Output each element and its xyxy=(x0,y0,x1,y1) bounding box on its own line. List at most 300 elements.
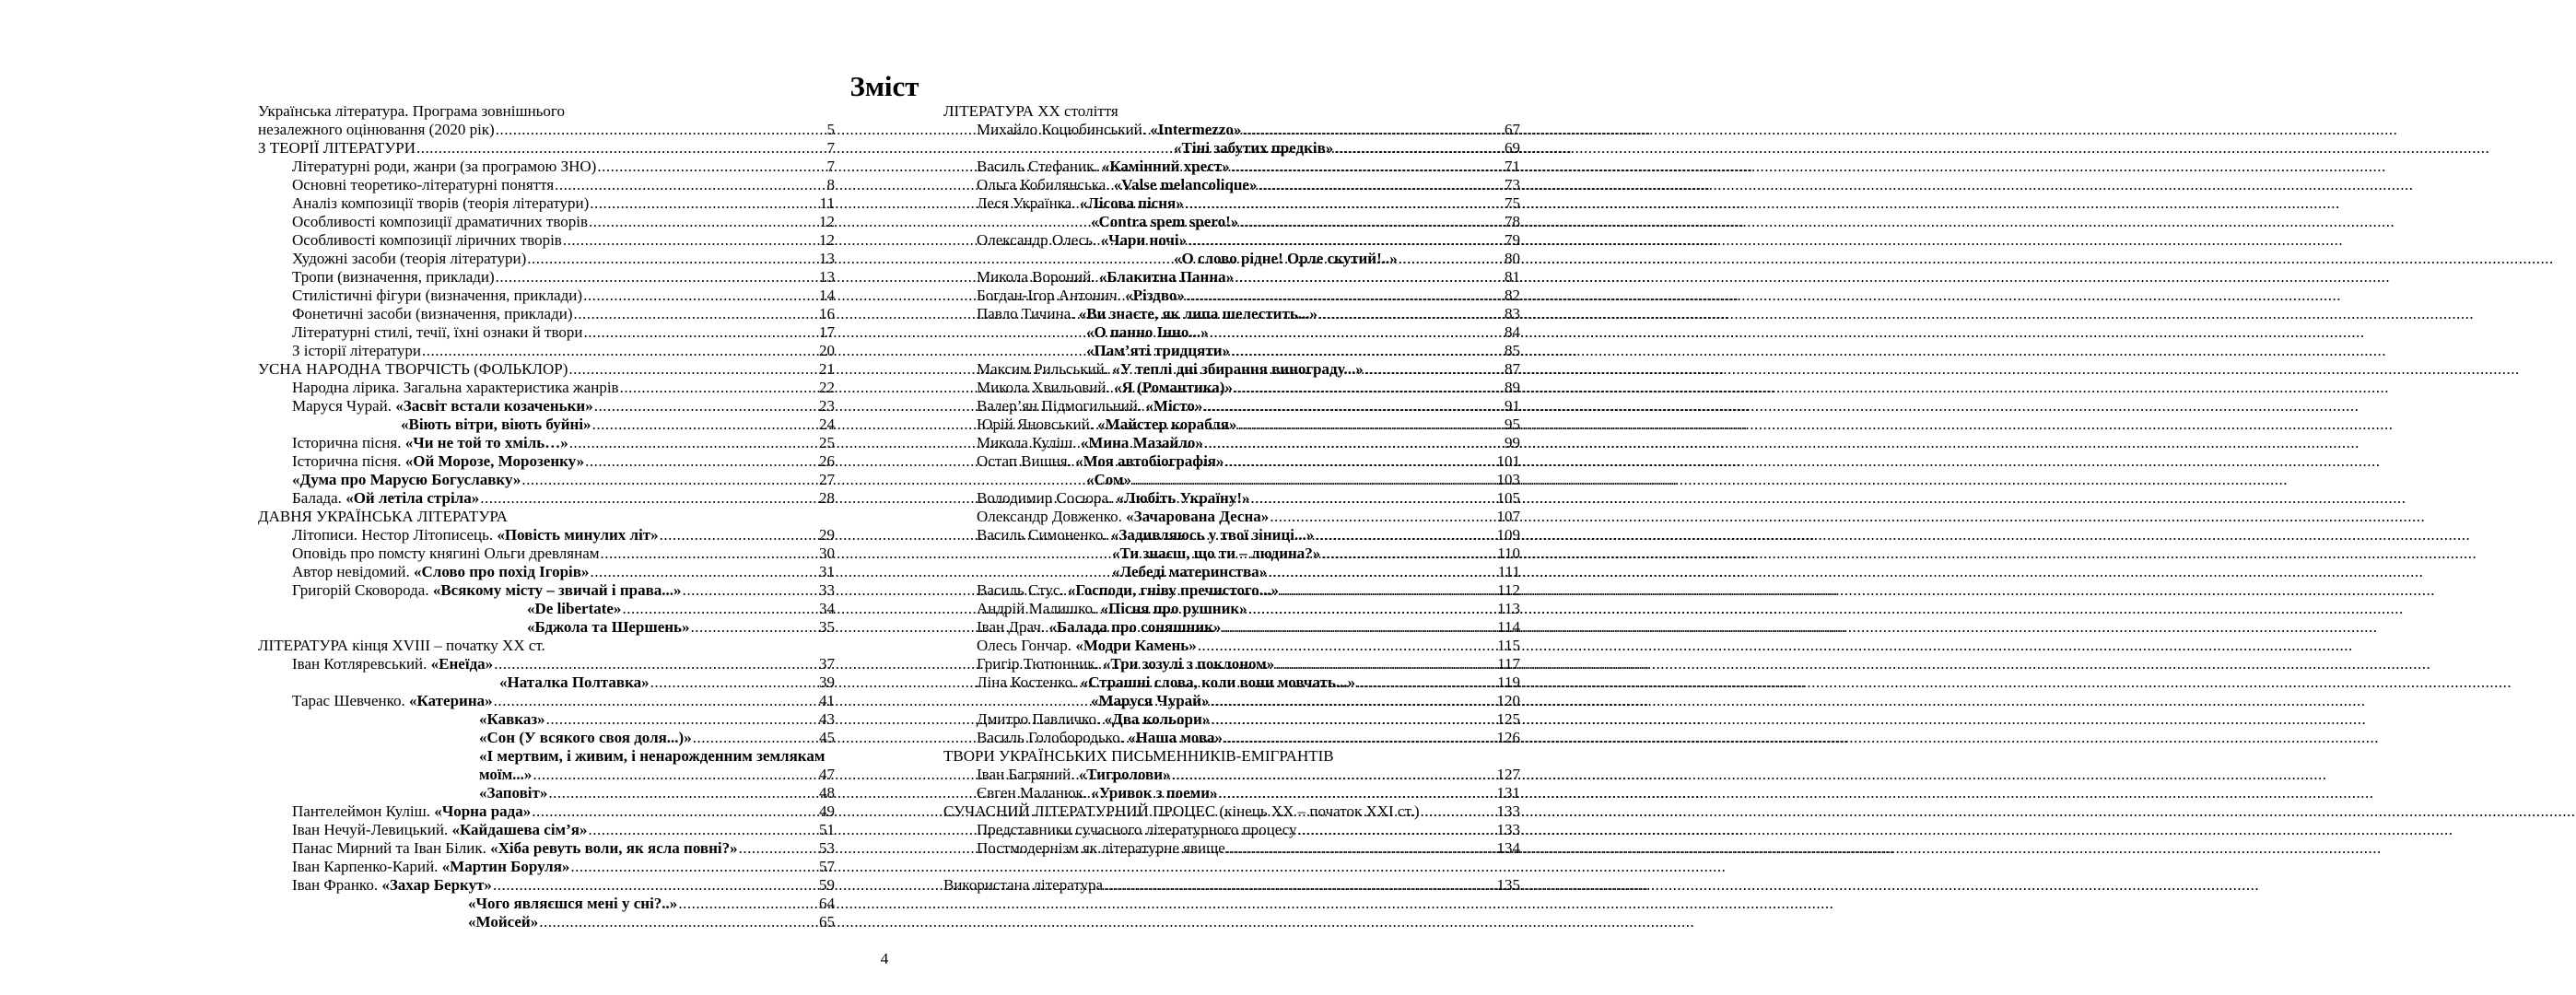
toc-entry-title xyxy=(977,489,1250,508)
toc-entry xyxy=(258,526,835,544)
toc-entry-work-title: «Я (Романтика)» xyxy=(1114,379,1233,396)
toc-entry-title xyxy=(977,158,1230,176)
toc-dot-leader xyxy=(546,710,818,729)
toc-dot-leader xyxy=(532,802,818,821)
toc-entry-title xyxy=(977,268,1234,287)
toc-entry-title xyxy=(977,655,1274,673)
toc-entry-work-title: «Бджола та Шершень» xyxy=(527,618,690,636)
toc-entry-title xyxy=(977,194,1184,213)
toc-entry xyxy=(258,489,835,508)
toc-entry xyxy=(258,563,835,581)
toc-entry-text: Василь Стефаник. xyxy=(977,158,1102,175)
toc-entry-page: 80 xyxy=(1505,250,1520,267)
toc-column-left xyxy=(258,102,835,931)
toc-entry-text: ДАВНЯ УКРАЇНСЬКА ЛІТЕРАТУРА xyxy=(258,508,508,525)
toc-entry xyxy=(943,489,1520,508)
toc-entry-title xyxy=(1112,563,1267,581)
toc-entry-work-title: «Ой Морозе, Морозенку» xyxy=(404,452,585,470)
toc-entry-text: Особливості композиції ліричних творів xyxy=(292,231,562,249)
toc-entry-title xyxy=(292,839,738,858)
toc-entry-text: Григір Тютюнник. xyxy=(977,655,1103,673)
toc-entry-page: 57 xyxy=(819,858,835,875)
toc-entry-title xyxy=(977,729,1223,747)
toc-entry-page: 111 xyxy=(1497,563,1520,580)
toc-entry-work-title: «Кайдашева сім’я» xyxy=(451,821,588,838)
toc-entry-text: Іван Котляревський. xyxy=(292,655,431,673)
toc-entry-work-title: «De libertate» xyxy=(527,600,622,617)
toc-entry xyxy=(258,784,835,802)
toc-entry-title xyxy=(292,526,659,544)
toc-entry xyxy=(258,876,835,895)
toc-dot-leader xyxy=(1104,876,1495,895)
toc-entry-page: 115 xyxy=(1497,637,1520,654)
toc-entry-work-title: «Енеїда» xyxy=(430,655,494,673)
toc-entry-title xyxy=(977,618,1221,637)
toc-dot-leader xyxy=(1248,600,1496,618)
toc-entry-page: 12 xyxy=(819,231,835,249)
toc-entry-text: Микола Вороний. xyxy=(977,268,1099,286)
toc-entry-work-title: «Тигролови» xyxy=(1078,766,1171,783)
toc-entry-text: Тарас Шевченко. xyxy=(292,692,410,709)
toc-entry xyxy=(258,176,835,194)
toc-entry-page: 84 xyxy=(1505,323,1520,341)
toc-entry-work-title: «Місто» xyxy=(1145,397,1203,415)
toc-entry xyxy=(943,637,1520,655)
toc-entry xyxy=(943,213,1520,231)
toc-entry-text: Григорій Сковорода. xyxy=(292,581,433,599)
toc-dot-leader xyxy=(570,858,818,876)
toc-entry-text: Максим Рильський. xyxy=(977,360,1113,378)
toc-entry-page: 17 xyxy=(819,323,835,341)
toc-dot-leader xyxy=(1270,508,1495,526)
toc-entry xyxy=(943,839,1520,858)
toc-entry xyxy=(943,102,1520,121)
toc-dot-leader xyxy=(496,268,818,287)
toc-dot-leader xyxy=(569,434,818,452)
toc-dot-leader xyxy=(1280,581,1496,600)
toc-entry xyxy=(943,508,1520,526)
toc-entry-page: 101 xyxy=(1496,452,1520,470)
toc-entry xyxy=(943,876,1520,895)
toc-dot-leader xyxy=(1364,360,1504,379)
toc-entry-title xyxy=(977,766,1171,784)
toc-entry-work-title: «Маруся Чурай» xyxy=(1091,692,1210,709)
toc-entry-page: 134 xyxy=(1496,839,1520,857)
toc-entry-title xyxy=(292,876,492,895)
toc-entry xyxy=(943,121,1520,139)
toc-entry-page: 133 xyxy=(1496,821,1520,838)
toc-entry-page: 24 xyxy=(819,416,835,433)
toc-entry-title xyxy=(977,821,1297,839)
toc-entry-title xyxy=(1086,323,1209,342)
toc-dot-leader xyxy=(1222,618,1496,637)
toc-entry-page: 12 xyxy=(819,213,835,230)
toc-entry-text: Олександр Довженко. xyxy=(977,508,1127,525)
toc-entry xyxy=(943,194,1520,213)
toc-entry-page: 99 xyxy=(1505,434,1520,451)
toc-entry xyxy=(258,895,835,913)
toc-entry-text: Микола Куліш. xyxy=(977,434,1081,451)
toc-entry xyxy=(943,287,1520,305)
toc-entry-work-title: «Слово про похід Ігорів» xyxy=(414,563,590,580)
toc-entry-page: 27 xyxy=(819,471,835,488)
toc-entry-text: З ТЕОРІЇ ЛІТЕРАТУРИ xyxy=(258,139,416,157)
toc-entry-page: 64 xyxy=(819,895,835,912)
toc-entry xyxy=(258,729,835,747)
toc-dot-leader xyxy=(574,305,819,323)
toc-dot-leader xyxy=(660,526,818,544)
toc-dot-leader xyxy=(1242,121,1504,139)
toc-dot-leader xyxy=(539,913,818,931)
toc-entry-page: 89 xyxy=(1505,379,1520,396)
toc-entry-page: 23 xyxy=(819,397,835,415)
toc-entry-title xyxy=(977,176,1257,194)
toc-entry-title xyxy=(1174,139,1333,158)
toc-entry-title xyxy=(479,747,825,765)
toc-entry-title xyxy=(401,416,591,434)
toc-entry-title xyxy=(292,489,479,508)
toc-entry-text: Михайло Коцюбинський. xyxy=(977,121,1151,138)
toc-entry-page: 13 xyxy=(819,268,835,286)
toc-entry-work-title: «У теплі дні збирання винограду...» xyxy=(1112,360,1364,378)
toc-entry-work-title: «Заповіт» xyxy=(479,784,548,802)
toc-entry-title xyxy=(292,802,531,821)
toc-entry-page: 41 xyxy=(819,692,835,709)
toc-entry-work-title: «Захар Беркут» xyxy=(381,876,492,894)
toc-dot-leader xyxy=(1226,839,1496,858)
toc-entry-work-title: «Мойсей» xyxy=(468,913,539,931)
toc-entry-page: 67 xyxy=(1505,121,1520,138)
toc-entry-work-title: «Чого являєшся мені у сні?..» xyxy=(468,895,678,912)
toc-dot-leader xyxy=(1234,379,1504,397)
toc-entry-text: Богдан-Ігор Антонич. xyxy=(977,287,1126,304)
toc-entry xyxy=(258,858,835,876)
toc-entry-title xyxy=(292,231,562,250)
toc-entry-work-title: «Три зозулі з поклоном» xyxy=(1103,655,1275,673)
toc-entry-title xyxy=(1086,471,1131,489)
toc-entry xyxy=(258,416,835,434)
toc-entry xyxy=(943,766,1520,784)
toc-entry-text: незалежного оцінювання (2020 рік) xyxy=(258,121,495,138)
toc-dot-leader xyxy=(1219,784,1496,802)
toc-entry-title xyxy=(943,747,1334,765)
toc-entry-page: 131 xyxy=(1496,784,1520,802)
toc-entry-work-title: «Intermezzo» xyxy=(1150,121,1242,138)
toc-dot-leader xyxy=(585,452,818,471)
toc-entry-title xyxy=(977,379,1233,397)
toc-entry-title xyxy=(292,342,421,360)
toc-dot-leader xyxy=(678,895,818,913)
toc-entry xyxy=(258,747,835,766)
toc-dot-leader xyxy=(1198,637,1496,655)
toc-entry-work-title: «Різдво» xyxy=(1125,287,1185,304)
toc-entry xyxy=(258,102,835,121)
toc-entry-text: Андрій Малишко. xyxy=(977,600,1101,617)
toc-entry-title xyxy=(468,895,677,913)
toc-entry-work-title: «Чи не той то хміль…» xyxy=(404,434,568,451)
toc-dot-leader xyxy=(589,821,819,839)
toc-entry xyxy=(943,158,1520,176)
toc-entry-page: 73 xyxy=(1505,176,1520,193)
toc-entry xyxy=(943,360,1520,379)
toc-entry-text: Володимир Сосюра. xyxy=(977,489,1117,507)
toc-entry-title xyxy=(292,268,495,287)
toc-entry-page: 113 xyxy=(1497,600,1520,617)
toc-entry-page: 45 xyxy=(819,729,835,746)
toc-entry-page: 59 xyxy=(819,876,835,894)
toc-entry xyxy=(943,600,1520,618)
toc-entry-page: 11 xyxy=(819,194,835,212)
toc-entry-text: Літописи. Нестор Літописець. xyxy=(292,526,498,544)
toc-entry xyxy=(258,544,835,563)
toc-entry-page: 8 xyxy=(826,176,835,193)
toc-entry-page: 78 xyxy=(1505,213,1520,230)
toc-entry xyxy=(943,563,1520,581)
toc-entry-title xyxy=(943,876,1103,895)
toc-entry-page: 14 xyxy=(819,287,835,304)
toc-entry-text: Літературні стилі, течії, їхні ознаки й твори xyxy=(292,323,583,341)
toc-entry xyxy=(258,213,835,231)
toc-entry xyxy=(258,600,835,618)
toc-entry xyxy=(943,526,1520,544)
toc-entry-page: 126 xyxy=(1496,729,1520,746)
toc-entry-title xyxy=(977,581,1279,600)
toc-dot-leader xyxy=(493,876,818,895)
toc-dot-leader xyxy=(589,213,818,231)
toc-dot-leader xyxy=(594,397,818,416)
toc-entry-title xyxy=(292,692,493,710)
toc-entry-title xyxy=(1091,692,1209,710)
toc-entry-text: Маруся Чурай. xyxy=(292,397,396,415)
toc-entry-text: Ліна Костенко. xyxy=(977,673,1081,691)
toc-entry-page: 33 xyxy=(819,581,835,599)
toc-entry-page: 43 xyxy=(819,710,835,728)
toc-dot-leader xyxy=(533,766,818,784)
toc-entry-work-title: «Віють вітри, віють буйні» xyxy=(401,416,591,433)
toc-entry-page: 91 xyxy=(1505,397,1520,415)
toc-entry-work-title: «Contra spem spero!» xyxy=(1091,213,1239,230)
toc-entry-title xyxy=(468,913,538,931)
toc-dot-leader xyxy=(563,231,818,250)
toc-entry-page: 35 xyxy=(819,618,835,636)
toc-entry-title xyxy=(292,250,526,268)
toc-dot-leader xyxy=(1204,434,1504,452)
toc-entry-title xyxy=(977,360,1364,379)
toc-entry xyxy=(943,342,1520,360)
toc-dot-leader xyxy=(494,655,818,673)
toc-entry-text: Павло Тичина. xyxy=(977,305,1079,322)
toc-dot-leader xyxy=(422,342,818,360)
toc-entry-work-title: «Чари ночі» xyxy=(1100,231,1188,249)
toc-entry xyxy=(943,452,1520,471)
toc-entry-page: 81 xyxy=(1505,268,1520,286)
toc-entry-title xyxy=(977,526,1314,544)
toc-entry-text: Історична пісня. xyxy=(292,434,405,451)
toc-dot-leader xyxy=(1321,544,1496,563)
toc-entry-text: Олесь Гончар. xyxy=(977,637,1076,654)
toc-dot-leader xyxy=(1235,268,1504,287)
toc-entry xyxy=(258,397,835,416)
toc-entry xyxy=(258,692,835,710)
toc-dot-leader xyxy=(1238,416,1505,434)
toc-entry-page: 109 xyxy=(1496,526,1520,544)
toc-entry-page: 51 xyxy=(819,821,835,838)
toc-dot-leader xyxy=(592,416,818,434)
toc-entry-work-title: «О панно Інно...» xyxy=(1086,323,1209,341)
toc-entry-work-title: «Чорна рада» xyxy=(434,802,532,820)
toc-entry-text: Юрій Яновський. xyxy=(977,416,1098,433)
toc-entry xyxy=(258,637,835,655)
toc-entry-work-title: «Сом» xyxy=(1086,471,1132,488)
toc-entry-work-title: «Страшні слова, коли вони мовчать...» xyxy=(1080,673,1356,691)
toc-entry-text: ЛІТЕРАТУРА XX століття xyxy=(943,102,1118,120)
toc-entry xyxy=(943,268,1520,287)
toc-entry-work-title: «Катерина» xyxy=(409,692,493,709)
toc-entry-page: 7 xyxy=(826,139,835,157)
toc-entry-page: 133 xyxy=(1496,802,1520,820)
toc-entry xyxy=(258,581,835,600)
toc-entry-title xyxy=(977,673,1355,692)
toc-entry-page: 105 xyxy=(1496,489,1520,507)
toc-entry-work-title: «Моя автобіографія» xyxy=(1075,452,1224,470)
toc-entry xyxy=(258,452,835,471)
toc-entry xyxy=(943,231,1520,250)
toc-entry-page: 69 xyxy=(1505,139,1520,157)
toc-entry-page: 103 xyxy=(1496,471,1520,488)
toc-entry-title xyxy=(977,600,1247,618)
toc-dot-leader xyxy=(693,729,818,747)
toc-entry-page: 49 xyxy=(819,802,835,820)
toc-entry-page: 110 xyxy=(1497,544,1520,562)
toc-dot-leader xyxy=(1268,563,1496,581)
toc-entry-work-title: «Два кольори» xyxy=(1104,710,1211,728)
toc-dot-leader xyxy=(496,121,826,139)
toc-entry-text: Пантелеймон Куліш. xyxy=(292,802,435,820)
toc-entry xyxy=(258,323,835,342)
toc-entry xyxy=(943,710,1520,729)
toc-entry-work-title: «Ой летіла стріла» xyxy=(345,489,480,507)
toc-entry xyxy=(943,858,1520,876)
toc-entry-title xyxy=(977,416,1237,434)
toc-entry-title xyxy=(292,323,582,342)
toc-entry-title xyxy=(292,397,593,416)
toc-dot-leader xyxy=(1239,213,1504,231)
toc-entry-title xyxy=(292,544,600,563)
toc-entry-title xyxy=(292,821,588,839)
toc-entry-title xyxy=(292,194,589,213)
toc-entry-page: 95 xyxy=(1505,416,1520,433)
toc-entry-text: Микола Хвильовий. xyxy=(977,379,1115,396)
toc-entry-title xyxy=(977,710,1210,729)
toc-entry-page: 107 xyxy=(1496,508,1520,525)
toc-entry-work-title: «Задивляюсь у твої зіниці...» xyxy=(1110,526,1315,544)
toc-entry-title xyxy=(479,784,547,802)
toc-dot-leader xyxy=(620,379,818,397)
toc-entry xyxy=(943,397,1520,416)
toc-entry-title xyxy=(292,858,569,876)
toc-entry xyxy=(258,508,835,526)
toc-entry-title xyxy=(977,637,1197,655)
toc-entry-work-title: «Засвіт встали козаченьки» xyxy=(395,397,593,415)
toc-dot-leader xyxy=(480,489,818,508)
toc-entry xyxy=(258,618,835,637)
toc-entry-page: 28 xyxy=(819,489,835,507)
toc-entry-title xyxy=(258,508,508,525)
toc-entry-page: 85 xyxy=(1505,342,1520,359)
toc-entry-title xyxy=(977,231,1187,250)
toc-dot-leader xyxy=(1186,287,1504,305)
toc-entry-page: 29 xyxy=(819,526,835,544)
toc-entry-title xyxy=(499,673,650,692)
toc-entry-work-title: «Зачарована Десна» xyxy=(1126,508,1270,525)
toc-dot-leader xyxy=(1315,526,1495,544)
toc-entry-text: Дмитро Павличко. xyxy=(977,710,1105,728)
toc-entry-title xyxy=(977,305,1317,323)
toc-entry-page: 114 xyxy=(1497,618,1520,636)
toc-entry-work-title: «Господи, гніву пречистого...» xyxy=(1067,581,1280,599)
toc-entry-page: 39 xyxy=(819,673,835,691)
toc-entry-page: 25 xyxy=(819,434,835,451)
toc-entry xyxy=(943,416,1520,434)
toc-entry-work-title: «Повість минулих літ» xyxy=(497,526,659,544)
toc-entry-page: 22 xyxy=(819,379,835,396)
toc-entry-title xyxy=(943,802,1420,821)
toc-entry-text: Іван Драч. xyxy=(977,618,1049,636)
toc-dot-leader xyxy=(568,360,818,379)
page-number: 4 xyxy=(880,950,889,967)
toc-entry-title xyxy=(292,471,521,489)
toc-entry-work-title: «Сон (У всякого своя доля...)» xyxy=(479,729,692,746)
toc-entry-work-title: «Мина Мазайло» xyxy=(1080,434,1203,451)
toc-entry-text: УСНА НАРОДНА ТВОРЧІСТЬ (ФОЛЬКЛОР) xyxy=(258,360,568,378)
toc-entry xyxy=(258,158,835,176)
toc-entry-title xyxy=(527,600,621,618)
toc-entry-text: Василь Голобородько. xyxy=(977,729,1129,746)
toc-entry-work-title: «Тіні забутих предків» xyxy=(1174,139,1334,157)
toc-entry-text: Фонетичні засоби (визначення, приклади) xyxy=(292,305,573,322)
toc-entry xyxy=(943,471,1520,489)
toc-dot-leader xyxy=(1231,158,1504,176)
toc-dot-leader xyxy=(1356,673,1496,692)
toc-dot-leader xyxy=(527,250,818,268)
toc-entry xyxy=(258,821,835,839)
toc-entry-page: 112 xyxy=(1497,581,1520,599)
toc-entry-text: Леся Українка. xyxy=(977,194,1080,212)
toc-entry-title xyxy=(292,287,582,305)
toc-entry-page: 65 xyxy=(819,913,835,931)
toc-entry xyxy=(943,802,1520,821)
toc-entry-title xyxy=(258,637,545,654)
toc-entry-title xyxy=(292,158,596,176)
toc-entry-work-title: «Хіба ревуть воли, як ясла повні?» xyxy=(490,839,738,857)
toc-entry xyxy=(258,139,835,158)
toc-entry xyxy=(943,673,1520,692)
toc-entry xyxy=(943,323,1520,342)
toc-entry-title xyxy=(292,176,554,194)
toc-entry xyxy=(943,250,1520,268)
toc-entry-text: Іван Нечуй-Левицький. xyxy=(292,821,452,838)
toc-dot-leader xyxy=(1210,323,1504,342)
toc-dot-leader xyxy=(416,139,825,158)
toc-entry-work-title: «Дума про Марусю Богуславку» xyxy=(292,471,521,488)
toc-dot-leader xyxy=(1275,655,1496,673)
toc-entry xyxy=(258,194,835,213)
toc-entry-page: 119 xyxy=(1497,673,1520,691)
toc-entry-page: 83 xyxy=(1505,305,1520,322)
toc-entry-page: 26 xyxy=(819,452,835,470)
toc-entry-text: Остап Вишня. xyxy=(977,452,1076,470)
toc-entry-text: Василь Симоненко. xyxy=(977,526,1111,544)
